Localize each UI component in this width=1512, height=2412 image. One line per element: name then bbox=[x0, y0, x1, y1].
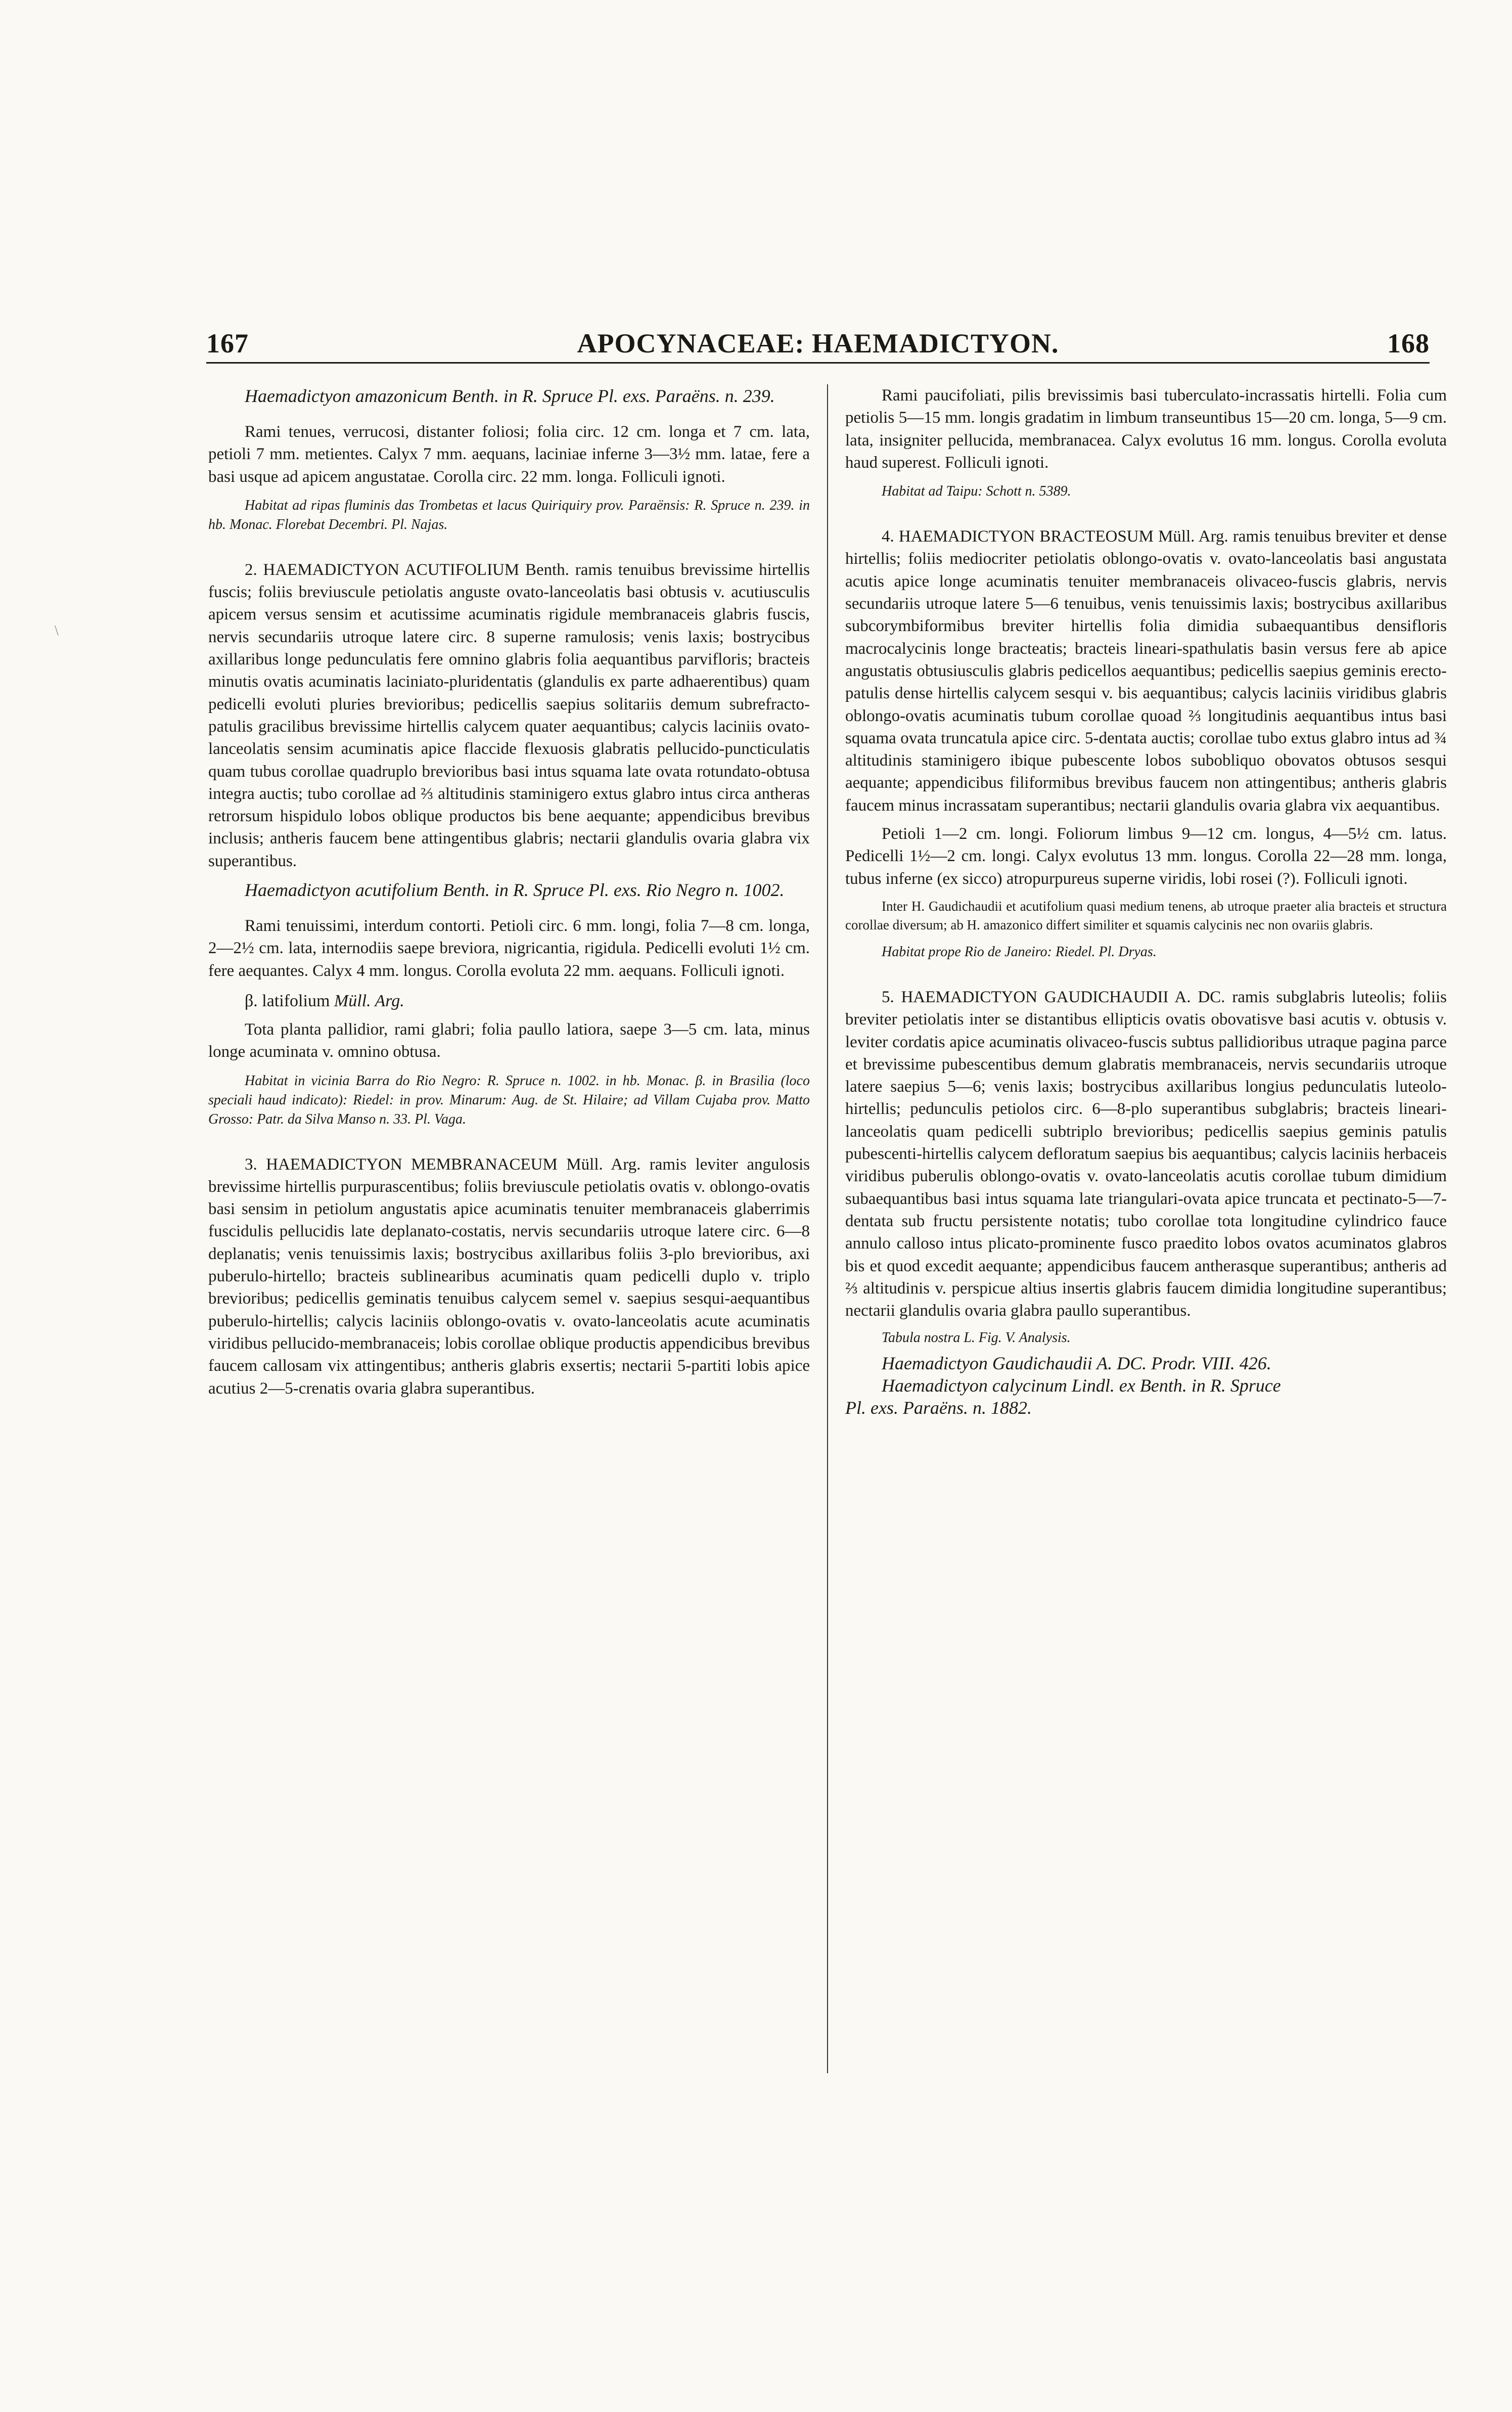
plate-reference: Tabula nostra L. Fig. V. Analysis. bbox=[882, 1330, 1071, 1346]
variety-heading bbox=[208, 989, 810, 1013]
species-diagnosis: 3. HAEMADICTYON MEMBRANACEUM Müll. Arg. ramis leviter angulosis brevissime hirtellis purpurascentibus; foliis breviuscule petiolatis ovatis v. oblongo-ovatis basi sensim in petiolum angustatis apice acuminatis tenuiter membranaceis glaberrimis fuscidulis pellucidis late deplanato-costatis, nervis secundariis utroque latere circ. 6—8 deplanatis; venis tenuissimis laxis; bostrycibus axillaribus foliis 3-plo brevioribus, axi puberulo-hirtello; bracteis sublinearibus acuminatis quam pedicelli duplo v. triplo brevioribus; pedicellis geminatis tenuibus calycem semel v. saepius sesqui-aequantibus puberulo-hirtellis; calycis laciniis oblongo-ovatis v. ovato-lanceolatis acute acuminatis viridibus pellucido-membranaceis; lobis corollae oblique productis appendicibus brevibus faucem callosam vix attingentibus; antheris glabris exsertis; nectarii 5-partiti lobis apice acutius 2—5-crenatis ovaria glabra superantibus. bbox=[208, 1155, 810, 1398]
variety-label: β. latifolium bbox=[245, 991, 330, 1010]
citation: Haemadictyon acutifolium Benth. in R. Spruce Pl. exs. Rio Negro n. 1002. bbox=[245, 880, 785, 901]
synonym: Haemadictyon calycinum Lindl. ex Benth. in R. Spruce bbox=[882, 1375, 1281, 1396]
variety-author: Müll. Arg. bbox=[334, 991, 404, 1010]
habitat-note: Habitat prope Rio de Janeiro: Riedel. Pl. Dryas. bbox=[882, 944, 1157, 960]
page-number-left: 167 bbox=[206, 328, 249, 359]
description: Rami tenuissimi, interdum contorti. Petioli circ. 6 mm. longi, folia 7—8 cm. longa, 2—2½ cm. lata, internodiis saepe breviora, nigricantia, rigidula. Pedicelli evoluti 1½ cm. fere aequantes. Calyx 4 mm. longus. Corolla evoluta 22 mm. aequans. Folliculi ignoti. bbox=[208, 917, 810, 980]
description: Tota planta pallidior, rami glabri; folia paullo latiora, saepe 3—5 cm. lata, minus longe acuminata v. omnino obtusa. bbox=[208, 1020, 810, 1061]
species-diagnosis: 4. HAEMADICTYON BRACTEOSUM Müll. Arg. ramis tenuibus breviter et dense hirtellis; foliis mediocriter petiolatis oblongo-ovatis v. ovato-lanceolatis basi angustata acutis apice longe acuminatis tenuiter membranaceis olivaceo-fuscis glabris, nervis secundariis utroque latere 5—6 tenuibus, venis tenuissimis laxis; bostrycibus axillaribus subcorymbiformibus breviter hirtellis folia dimidia subaequantibus densifloris macrocalycinis longe bracteatis; bracteis lineari-spathulatis basin versus fere ab apice angustatis obtusiusculis glabris pedicellos aequantibus; pedicellis saepius geminis erecto-patulis dense hirtellis calycem sesqui v. bis aequantibus; calycis laciniis viridibus glabris oblongo-ovatis acuminatis tubum corollae quoad ⅔ longitudinis aequantibus intus basi squama ovata truncatula apice circ. 5-dentata auctis; corollae tubo extus glabro intus ad ¾ altitudinis staminigero ibique pubescente lobos subobliquo obovatos obtusos sesqui aequante; appendicibus filiformibus brevibus faucem non attingentibus; antheris glabris faucem minus incrassatam superantibus; nectarii glandulis ovaria glabra vix aequantibus. bbox=[845, 527, 1447, 815]
species-diagnosis: 5. HAEMADICTYON GAUDICHAUDII A. DC. ramis subglabris luteolis; foliis breviter petiolatis inter se distantibus ellipticis ovatis obovatisve basi acutis v. obtusis v. leviter cordatis apice acuminatis olivaceo-fuscis subtus pallidioribus utraque pagina parce et brevissime pubescentibus demum glabratis membranaceis, nervis secundariis utroque latere saepius 5—6; venis laxis; bostrycibus axillaribus longius pedunculatis luteolo-hirtellis; pedunculis petiolos circ. 6—8-plo superantibus subglabris; bracteis lineari-lanceolatis quam pedicelli subtriplo brevioribus; pedicellis saepius geminis patulis pubescenti-hirtellis calycem defloratum saepius bis aequantibus; calycis laciniis herbaceis viridibus puberulis oblongo-ovatis v. ovato-lanceolatis acutis corollae tubum dimidium subaequantibus basi intus squama late triangulari-ovata apice truncata et pectinato-5—7-dentata sub fructu persistente notatis; tubo corollae tota longitudine cylindrico fauce annulo calloso intus plicato-prominente fusco praedito lobos ovatos acuminatos glabros bis et quod excedit aequante; appendicibus faucem antherasque superantibus; antheris ad ⅔ altitudinis v. perspicue altius insertis glabris faucem dimidia longitudine superantibus; nectarii glandulis ovaria glabra paullo superantibus. bbox=[845, 988, 1447, 1320]
running-title: APOCYNACEAE: HAEMADICTYON. bbox=[577, 328, 1059, 359]
description: Petioli 1—2 cm. longi. Foliorum limbus 9—12 cm. longus, 4—5½ cm. latus. Pedicelli 1½—2 cm. longi. Calyx evolutus 13 mm. longus. Corolla 22—28 mm. longa, tubus inferne (ex sicco) atropurpureus superne viridis, lobi rosei (?). Folliculi ignoti. bbox=[845, 825, 1447, 888]
header-rule bbox=[206, 362, 1430, 366]
habitat-note: Habitat in vicinia Barra do Rio Negro: R. Spruce n. 1002. in hb. Monac. β. in Brasilia (loco speciali haud indicato): Riedel: in prov. Minarum: Aug. de St. Hilaire; ad Villam Cujaba prov. Matto Grosso: Patr. da Silva Manso n. 33. Pl. Vaga. bbox=[208, 1073, 810, 1127]
comparative-note: Inter H. Gaudichaudii et acutifolium quasi medium tenens, ab utroque praeter alia bracteis et structura corollae diversum; ab H. amazonico differt similiter et squamis calycinis nec non ovariis glabris. bbox=[845, 898, 1447, 932]
margin-mark: \ bbox=[55, 623, 59, 639]
description: Rami tenues, verrucosi, distanter foliosi; folia circ. 12 cm. longa et 7 cm. lata, petioli 7 mm. metientes. Calyx 7 mm. aequans, laciniae inferne 3—3½ mm. latae, fere a basi usque ad apicem angustatae. Corolla circ. 22 mm. longa. Folliculi ignoti. bbox=[208, 423, 810, 486]
synonym: Haemadictyon Gaudichaudii A. DC. Prodr. VIII. 426. bbox=[882, 1353, 1271, 1374]
description: Rami paucifoliati, pilis brevissimis basi tuberculato-incrassatis hirtelli. Folia cum petiolis 5—15 mm. longis gradatim in limbum transeuntibus 15—20 cm. longa, 5—9 cm. lata, insigniter pellucida, membranacea. Calyx evolutus 16 mm. longus. Corolla evoluta haud superest. Folliculi ignoti. bbox=[845, 386, 1447, 472]
habitat-note: Habitat ad Taipu: Schott n. 5389. bbox=[882, 483, 1071, 500]
right-column bbox=[845, 384, 1447, 1422]
synonym-continued: Pl. exs. Paraëns. n. 1882. bbox=[845, 1398, 1032, 1418]
page-number-right: 168 bbox=[1387, 328, 1430, 359]
running-header bbox=[206, 324, 1430, 364]
column-divider bbox=[827, 384, 828, 2073]
species-diagnosis: 2. HAEMADICTYON ACUTIFOLIUM Benth. ramis tenuibus brevissime hirtellis fuscis; foliis breviuscule petiolatis anguste ovato-lanceolatis basi obtusis v. acutiusculis apicem versus sensim et acutissime acuminatis rigidule membranaceis glabris fuscis, nervis secundariis utroque latere circ. 8 superne ramulosis; venis laxis; bostrycibus axillaribus longe pedunculatis fere omnino glabris folia aequantibus parvifloris; bracteis minutis ovatis acuminatis laciniato-pluridentatis (glandulis ex parte adhaerentibus) quam pedicelli evoluti pluries brevioribus; pedicellis saepius solitariis demum subrefracto-patulis gracilibus brevissime hirtellis calycem quater aequantibus; calycis laciniis ovato-lanceolatis sensim acuminatis apice flaccide flexuosis glabratis pellucido-puncticulatis quam tubus corollae quadruplo brevioribus basi intus squama late ovata rotundato-obtusa integra auctis; tubo corollae ad ⅔ altitudinis staminigero extus glabro intus circa antheras retrorsum hispidulo lobos oblique productos bis bene aequante; appendicibus brevibus inclusis; antheris faucem bene attingentibus glabris; nectarii glandulis ovaria glabra vix superantibus. bbox=[208, 560, 810, 870]
left-column bbox=[208, 384, 810, 1406]
habitat-note: Habitat ad ripas fluminis das Trombetas et lacus Quiriquiry prov. Paraënsis: R. Spruce n. 239. in hb. Monac. Florebat Decembri. Pl. Najas. bbox=[208, 497, 810, 532]
citation: Haemadictyon amazonicum Benth. in R. Spruce Pl. exs. Paraëns. n. 239. bbox=[245, 386, 775, 406]
